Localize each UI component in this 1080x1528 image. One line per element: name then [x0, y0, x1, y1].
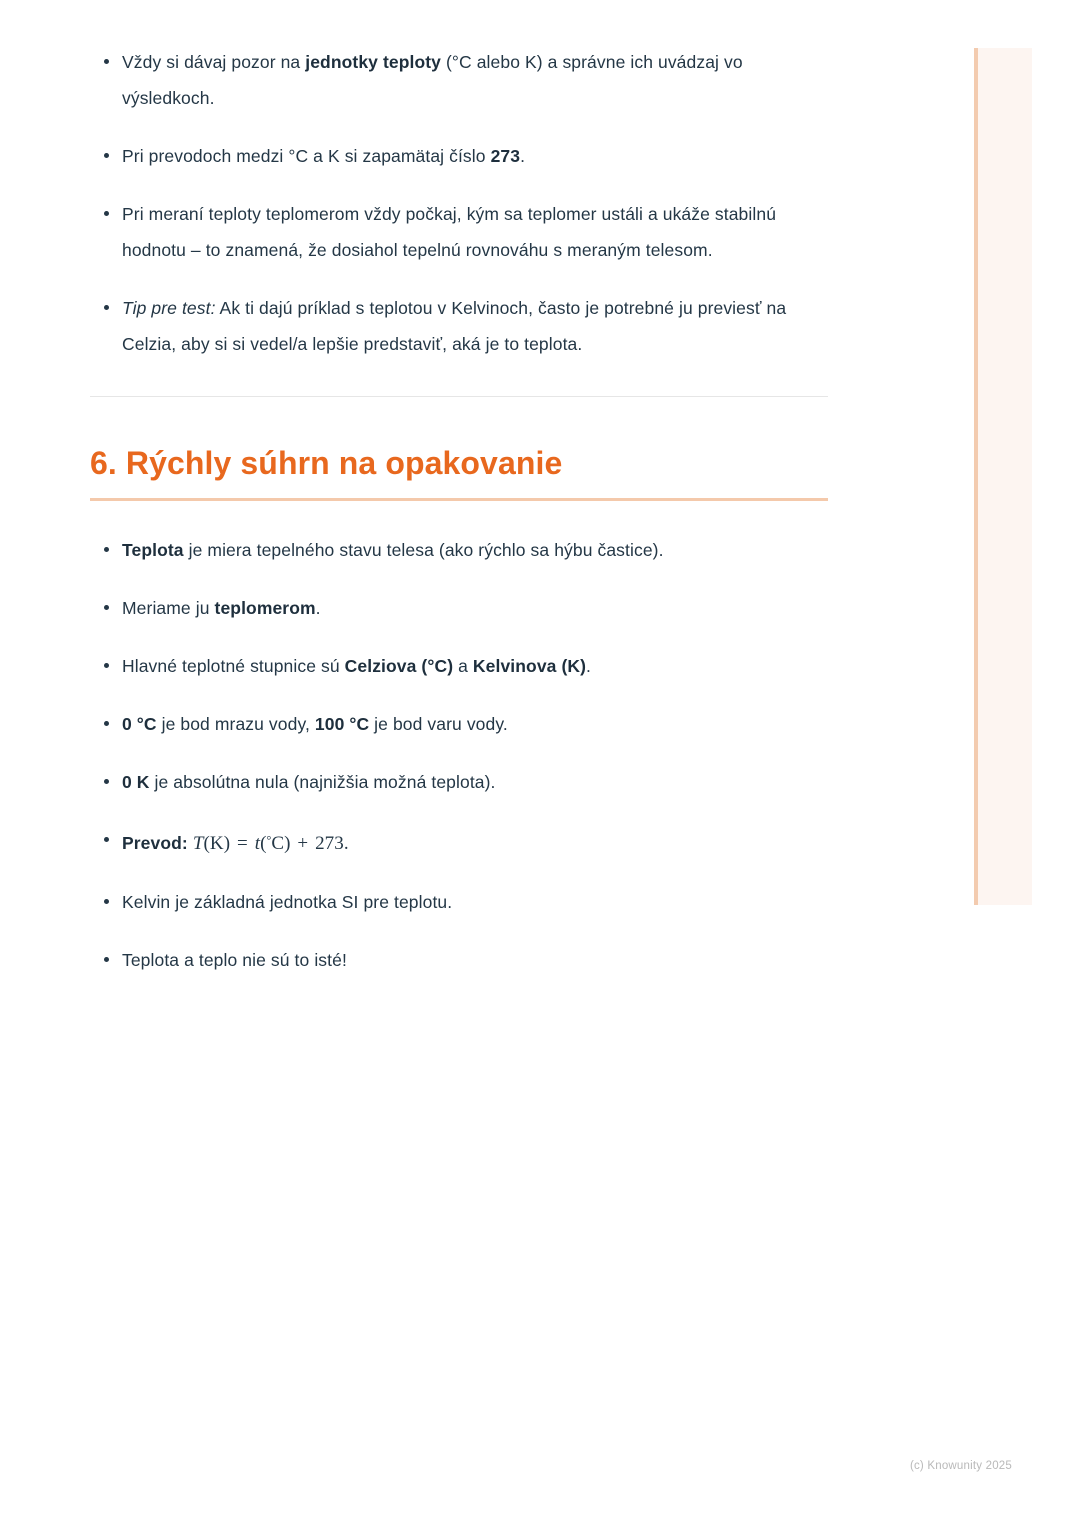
formula-celsius-letter: C — [271, 833, 285, 855]
emphasis-bold: 0 °C — [122, 714, 157, 735]
formula-constant: 273 — [315, 833, 344, 855]
formula-period: . — [343, 833, 349, 855]
section-divider-rule — [90, 396, 828, 397]
formula-paren-close: ) — [284, 833, 291, 855]
summary-list-item — [90, 822, 828, 862]
formula-degree-symbol: ° — [266, 833, 272, 848]
summary-list-item — [90, 590, 828, 626]
text-span: Pri meraní teploty teplomerom vždy počkaj, kým sa teplomer ustáli a ukáže stabilnú hodnotu – to znamená, že dosiahol tepelnú rovnováhu s meraným telesom. — [122, 204, 777, 260]
text-span: je bod varu vody. — [369, 714, 508, 735]
emphasis-bold: teplomerom — [214, 598, 316, 619]
formula-equals: = — [232, 833, 253, 855]
summary-list-item — [90, 884, 828, 920]
summary-list — [90, 532, 828, 978]
text-span: Meriame ju — [122, 598, 215, 619]
text-span: . — [520, 146, 526, 166]
decorative-side-band — [974, 48, 1032, 905]
emphasis-bold: Teplota — [122, 540, 184, 561]
note-list-item — [90, 196, 828, 268]
summary-list-item — [90, 942, 828, 978]
text-span: Pri prevodoch medzi °C a K si zapamätaj číslo — [122, 146, 491, 166]
text-span: Kelvin je základná jednotka SI pre teplotu. — [122, 892, 453, 913]
emphasis-bold: 100 °C — [314, 714, 370, 735]
summary-list-item — [90, 706, 828, 742]
emphasis-bold: 273 — [490, 146, 521, 166]
note-list-item — [90, 290, 828, 362]
note-list-item — [90, 44, 828, 116]
emphasis-bold: Kelvinova (K) — [472, 656, 587, 677]
summary-list-item — [90, 648, 828, 684]
text-span: Ak ti dajú príklad s teplotou v Kelvinoch, často je potrebné ju previesť na Celzia, aby si si vedel/a lepšie predstaviť, aká je to teplota. — [122, 298, 787, 354]
text-span: Teplota a teplo nie sú to isté! — [122, 950, 347, 971]
formula-right-variable: t — [254, 833, 261, 855]
formula-paren-open: ( — [260, 833, 267, 855]
text-span: a — [453, 656, 473, 677]
conversion-formula — [193, 833, 349, 854]
formula-left-unit: (K) — [203, 833, 231, 855]
summary-list-item — [90, 764, 828, 800]
text-span: je bod mrazu vody, — [156, 714, 315, 735]
formula-label: Prevod: — [122, 833, 188, 854]
formula-left-variable: T — [192, 833, 204, 855]
text-span: (°C alebo K) a správne ich uvádzaj vo výsledkoch. — [122, 52, 743, 108]
summary-list-item — [90, 532, 828, 568]
document-content — [90, 44, 828, 978]
text-span: je miera tepelného stavu telesa (ako rýchlo sa hýbu častice). — [183, 540, 664, 561]
section-heading: 6. Rýchly súhrn na opakovanie — [90, 445, 563, 481]
text-span: . — [586, 656, 592, 677]
emphasis-bold: 0 K — [122, 772, 150, 793]
emphasis-italic: Tip pre test: — [122, 298, 216, 318]
emphasis-bold: Celziova (°C) — [344, 656, 454, 677]
text-span: Hlavné teplotné stupnice sú — [122, 656, 345, 677]
note-list-item — [90, 138, 828, 174]
emphasis-bold: jednotky teploty — [305, 52, 442, 72]
footer-copyright: (c) Knowunity 2025 — [909, 1460, 1012, 1472]
text-span: . — [315, 598, 321, 619]
formula-plus: + — [292, 833, 314, 855]
text-span: Vždy si dávaj pozor na — [122, 52, 306, 72]
top-notes-list — [90, 44, 828, 362]
text-span: je absolútna nula (najnižšia možná teplota). — [149, 772, 496, 793]
section-heading-underline — [90, 498, 828, 501]
